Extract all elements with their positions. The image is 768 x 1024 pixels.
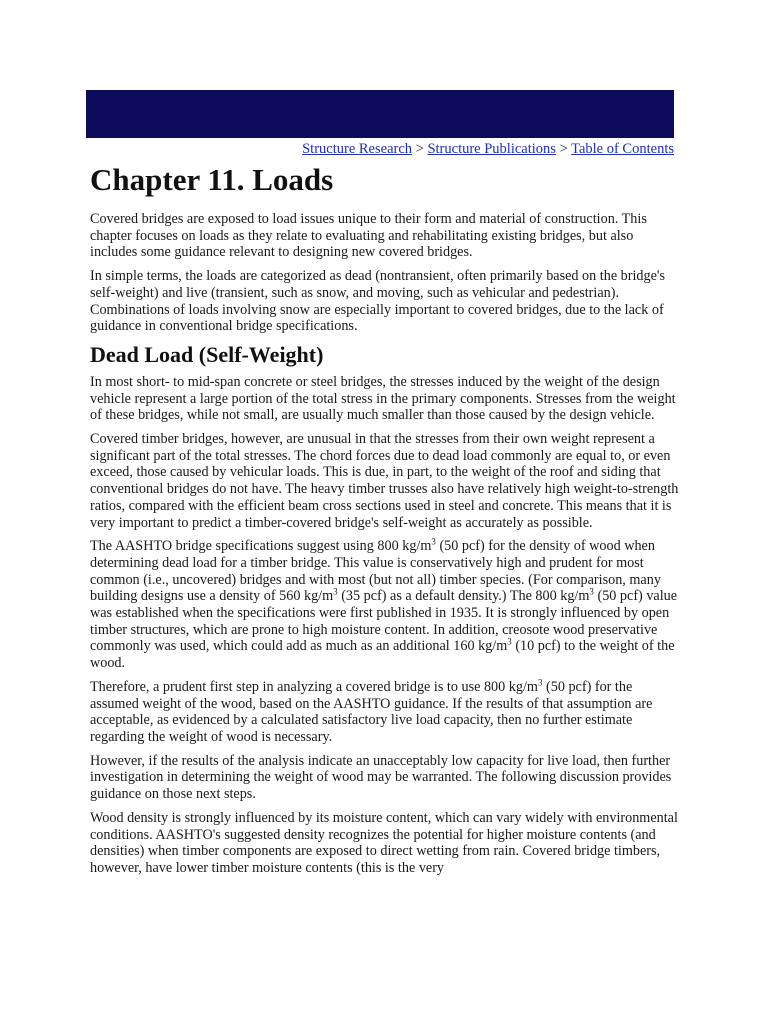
superscript: 3 bbox=[431, 536, 436, 547]
dead-load-paragraph-2: Covered timber bridges, however, are unusual in that the stresses from their own weight represent a significant part of the total stresses. The chord forces due to dead load commonly are equal to, or even exceed, those caused by vehicular loads. This is due, in part, to the weight of the roof and siding that conventional bridges do not have. The heavy timber trusses also have relatively high weight-to-strength ratios, compared with the efficient beam cross sections used in steel and concrete. This means that it is very important to predict a timber-covered bridge's self-weight as accurately as possible. bbox=[90, 431, 679, 531]
page-title: Chapter 11. Loads bbox=[90, 162, 334, 197]
text-segment: The AASHTO bridge specifications suggest using 800 kg/m bbox=[90, 538, 432, 555]
superscript: 3 bbox=[507, 636, 512, 647]
dead-load-paragraph-4 bbox=[90, 679, 680, 746]
dead-load-paragraph-6: Wood density is strongly influenced by its moisture content, which can vary widely with environmental conditions. AASHTO's suggested density recognizes the potential for higher moisture contents (and densities) when timber components are exposed to direct wetting from rain. Covered bridge timbers, however, have lower timber moisture contents (this is the very bbox=[90, 809, 678, 876]
superscript: 3 bbox=[589, 586, 594, 597]
text-segment: (50 pcf) value was established when the specifications were first published in 1935. It is strongly influenced by open timber structures, which are prone to high moisture content. In addition, creosote wood preservative commonly was used, which could add as much as an additional 160 kg/m bbox=[90, 588, 678, 655]
header-banner bbox=[86, 90, 674, 138]
dead-load-paragraph-3 bbox=[90, 538, 680, 672]
breadcrumb bbox=[302, 140, 674, 158]
breadcrumb-separator: > bbox=[412, 141, 428, 157]
section-heading-dead-load: Dead Load (Self-Weight) bbox=[90, 341, 324, 367]
superscript: 3 bbox=[333, 586, 338, 597]
text-segment: (50 pcf) for the assumed weight of the wood, based on the AASHTO guidance. If the results of that assumption are acceptable, as evidenced by a calculated satisfactory live load capacity, then no further estimate regarding the weight of wood is necessary. bbox=[90, 678, 653, 745]
breadcrumb-link-structure-research[interactable]: Structure Research bbox=[302, 141, 413, 157]
breadcrumb-link-structure-publications[interactable]: Structure Publications bbox=[427, 141, 556, 157]
dead-load-paragraph-5: However, if the results of the analysis indicate an unacceptably low capacity for live load, then further investigation in determining the weight of wood may be warranted. The following discussion provides guidance on those next steps. bbox=[90, 752, 672, 803]
intro-paragraph-2: In simple terms, the loads are categorized as dead (nontransient, often primarily based on the bridge's self-weight) and live (transient, such as snow, and moving, such as vehicular and pedestrian). Combinations of loads involving snow are especially important to covered bridges, due to the lack of guidance in conventional bridge specifications. bbox=[90, 268, 665, 335]
text-segment: Therefore, a prudent first step in analyzing a covered bridge is to use 800 kg/m bbox=[90, 678, 538, 695]
breadcrumb-separator: > bbox=[555, 141, 572, 157]
breadcrumb-link-table-of-contents[interactable]: Table of Contents bbox=[571, 141, 674, 157]
text-segment: (10 pcf) to the weight of the wood. bbox=[90, 638, 675, 672]
text-segment: (35 pcf) as a default density.) The 800 kg/m bbox=[337, 588, 590, 605]
superscript: 3 bbox=[537, 677, 543, 688]
dead-load-paragraph-1: In most short- to mid-span concrete or steel bridges, the stresses induced by the weight of the design vehicle represent a large portion of the total stress in the primary components. Stresses from the weight of these bridges, while not small, are usually much smaller than those caused by the design vehicle. bbox=[90, 373, 676, 424]
intro-paragraph-1: Covered bridges are exposed to load issues unique to their form and material of construction. This chapter focuses on loads as they relate to evaluating and rehabilitating existing bridges, but also includes some guidance relevant to designing new covered bridges. bbox=[90, 211, 647, 261]
text-segment: (50 pcf) for the density of wood when determining dead load for a timber bridge. This value is conservatively high and prudent for most common (i.e., uncovered) bridges and with most (but not all) timber species. (For comparison, many building designs use a density of 560 kg/m bbox=[90, 538, 661, 605]
article-content bbox=[90, 162, 680, 884]
